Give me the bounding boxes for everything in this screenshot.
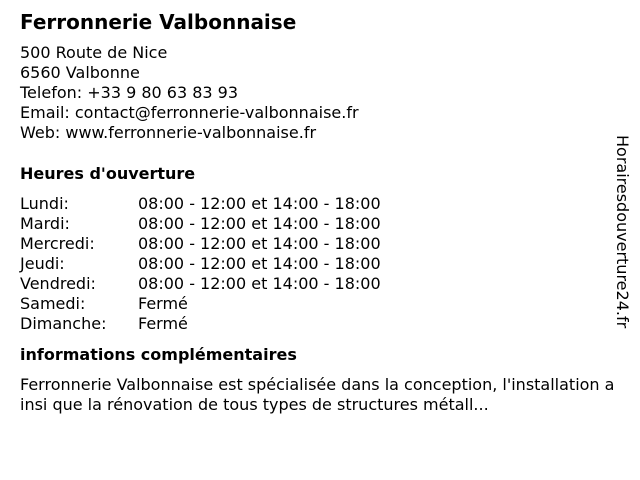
hours-time-value: 08:00 - 12:00 et 14:00 - 18:00 — [138, 194, 381, 213]
hours-row-saturday — [20, 294, 610, 314]
hours-time-value: 08:00 - 12:00 et 14:00 - 18:00 — [138, 234, 381, 253]
business-card — [20, 10, 615, 415]
hours-time-value: 08:00 - 12:00 et 14:00 - 18:00 — [138, 274, 381, 293]
address-block — [20, 43, 610, 143]
hours-day-label: Dimanche: — [20, 314, 107, 333]
hours-time-value: Fermé — [138, 314, 188, 333]
hours-row-monday — [20, 194, 610, 214]
info-description: Ferronnerie Valbonnaise est spécialisée dans la conception, l'installation ainsi que la rénovation de tous types de structures métall... — [20, 375, 615, 414]
business-name: Ferronnerie Valbonnaise — [20, 10, 297, 34]
hours-row-tuesday — [20, 214, 610, 234]
email-address: Email: contact@ferronnerie-valbonnaise.fr — [20, 103, 359, 122]
info-heading: informations complémentaires — [20, 345, 297, 364]
hours-row-thursday — [20, 254, 610, 274]
hours-day-label: Samedi: — [20, 294, 86, 313]
hours-row-friday — [20, 274, 610, 294]
address-city: 6560 Valbonne — [20, 63, 140, 82]
phone-number: Telefon: +33 9 80 63 83 93 — [20, 83, 239, 102]
hours-heading: Heures d'ouverture — [20, 164, 196, 183]
hours-day-label: Lundi: — [20, 194, 69, 213]
hours-table — [20, 194, 610, 334]
hours-time-value: 08:00 - 12:00 et 14:00 - 18:00 — [138, 254, 381, 273]
website-url: Web: www.ferronnerie-valbonnaise.fr — [20, 123, 317, 142]
hours-day-label: Mardi: — [20, 214, 70, 233]
hours-row-sunday — [20, 314, 610, 334]
address-street: 500 Route de Nice — [20, 43, 168, 62]
site-watermark: Horairesdouverture24.fr — [613, 135, 632, 329]
hours-row-wednesday — [20, 234, 610, 254]
hours-time-value: Fermé — [138, 294, 188, 313]
hours-day-label: Mercredi: — [20, 234, 95, 253]
hours-day-label: Jeudi: — [20, 254, 65, 273]
hours-time-value: 08:00 - 12:00 et 14:00 - 18:00 — [138, 214, 381, 233]
hours-day-label: Vendredi: — [20, 274, 96, 293]
